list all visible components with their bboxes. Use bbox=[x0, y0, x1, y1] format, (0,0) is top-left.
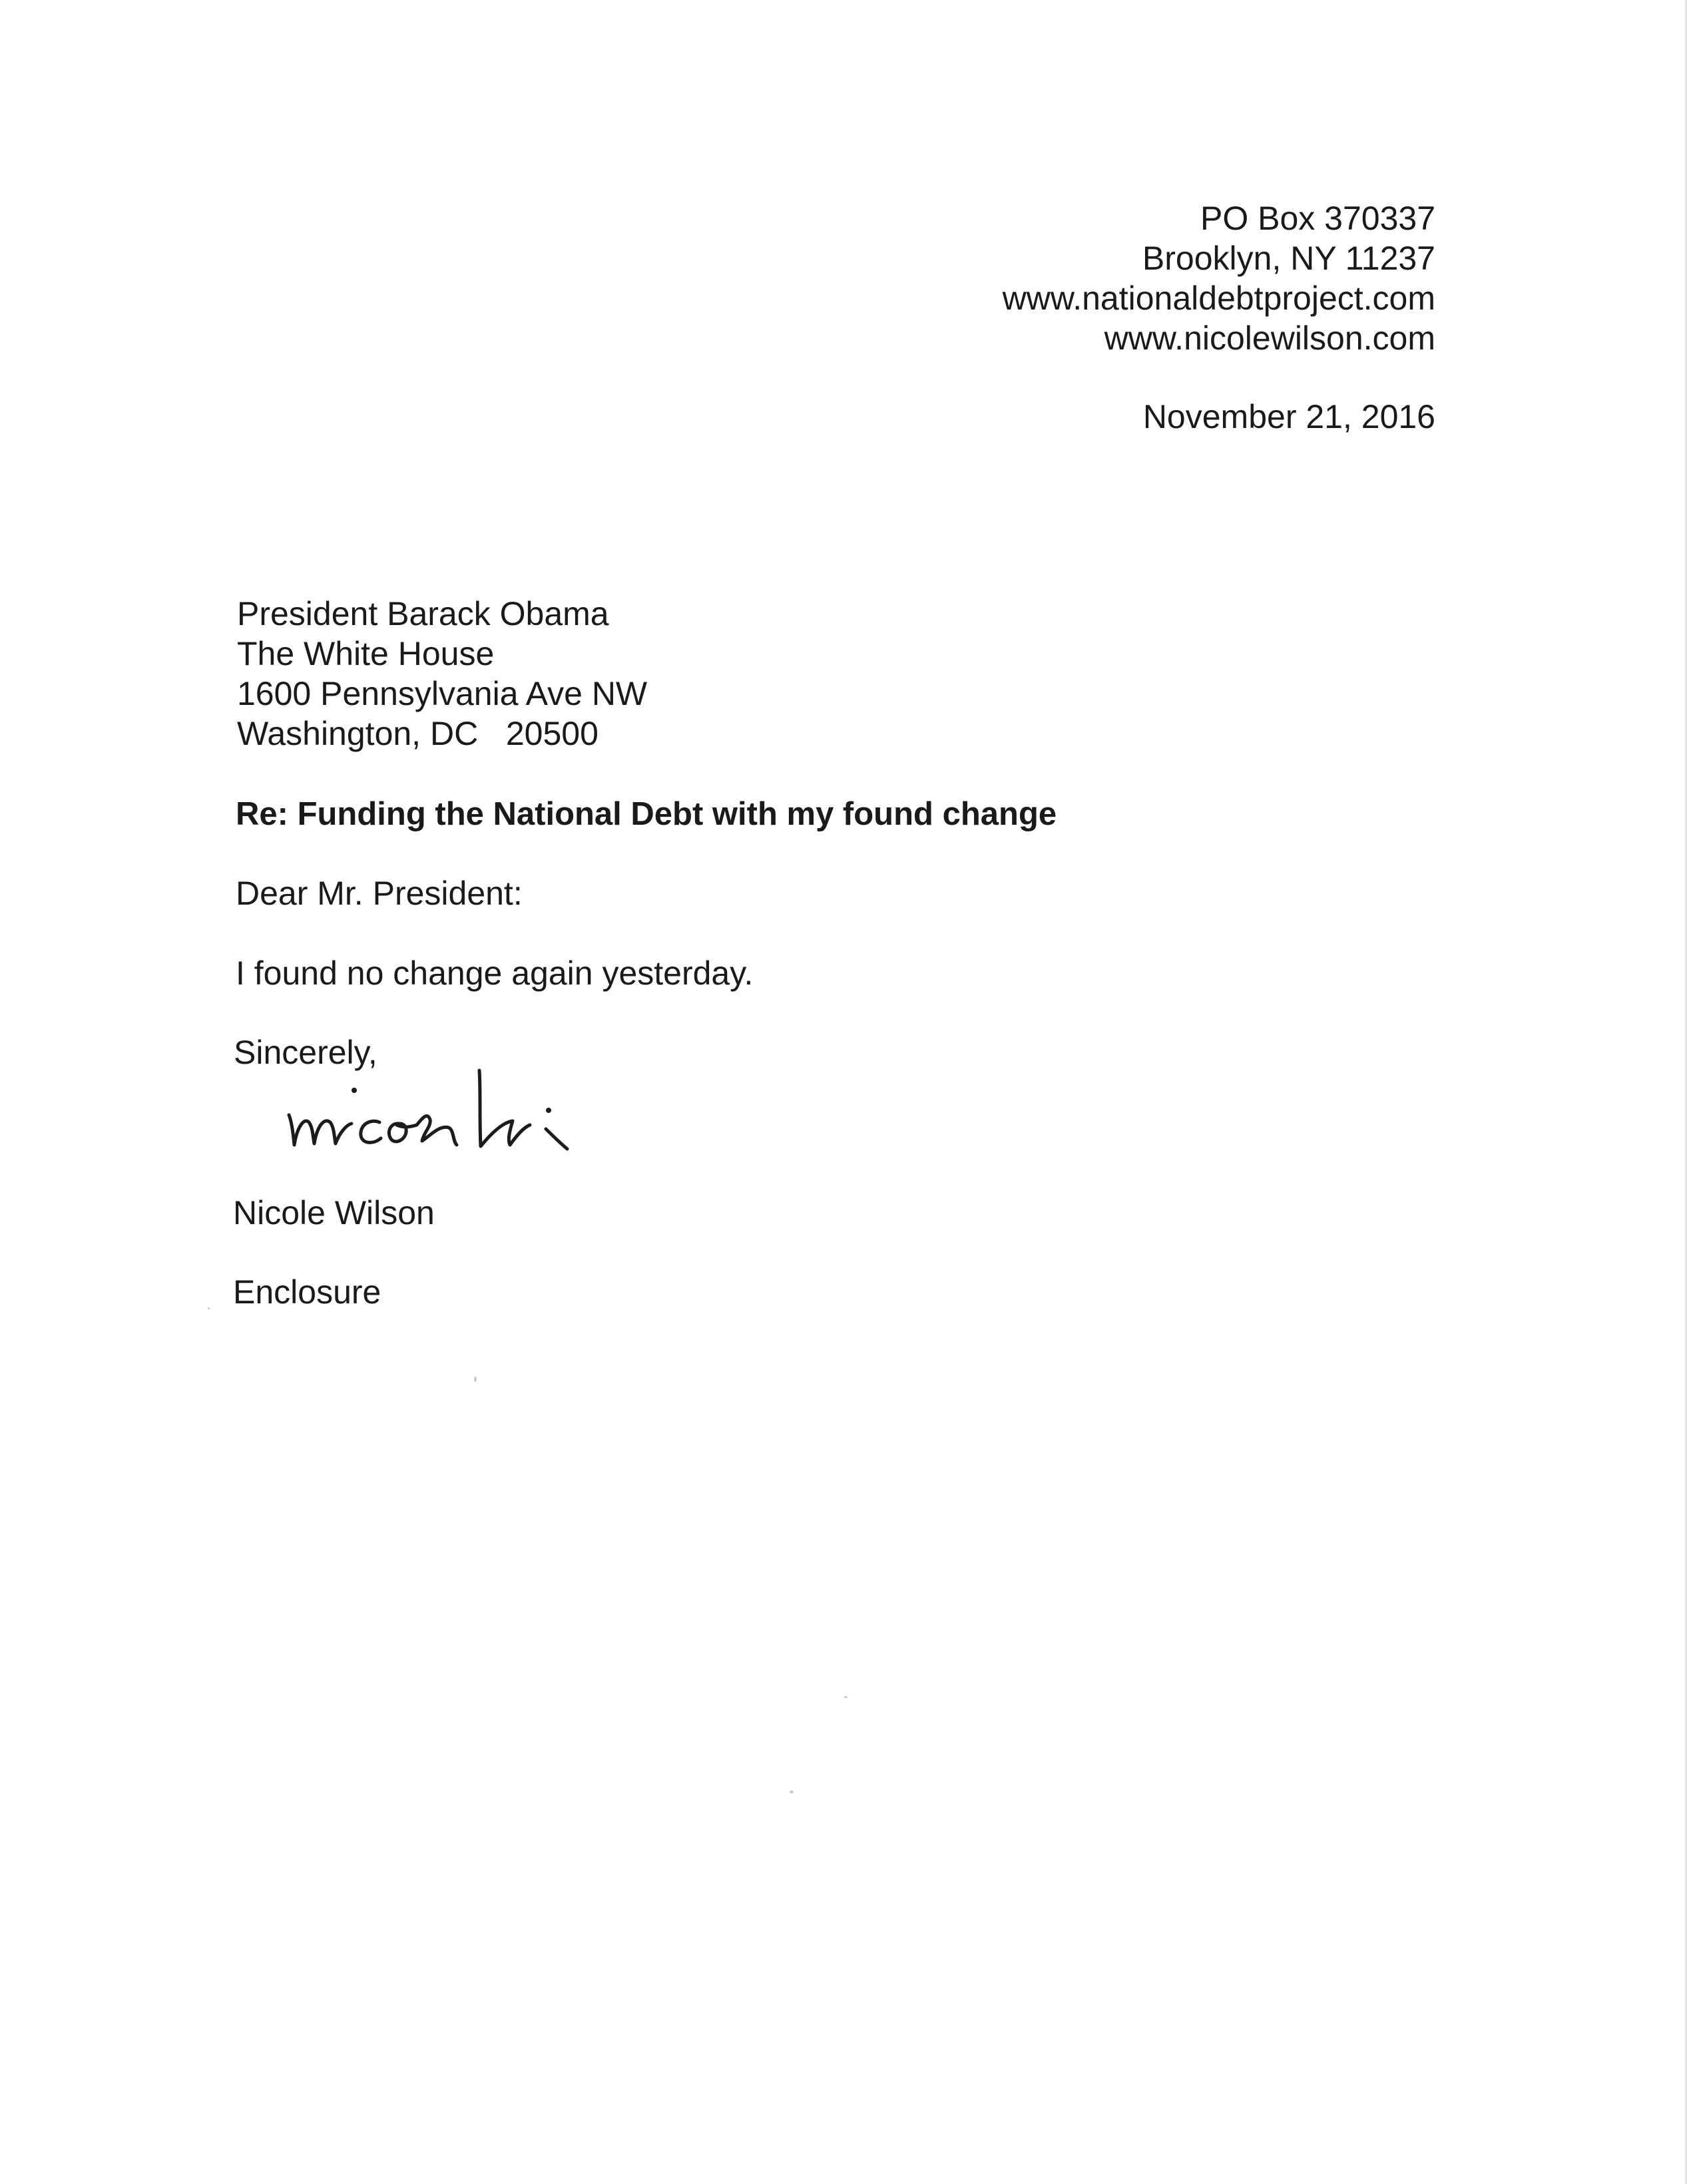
scan-speck bbox=[790, 1791, 794, 1793]
recipient-name: President Barack Obama bbox=[237, 595, 609, 632]
scan-speck bbox=[844, 1696, 847, 1698]
sender-city-state-zip: Brooklyn, NY 11237 bbox=[1142, 240, 1435, 277]
handwritten-signature bbox=[280, 1058, 593, 1165]
scan-speck bbox=[474, 1377, 477, 1382]
salutation: Dear Mr. President: bbox=[236, 875, 523, 912]
sender-website-personal: www.nicolewilson.com bbox=[1104, 320, 1435, 357]
scan-speck bbox=[208, 1307, 210, 1309]
sender-website-national-debt: www.nationaldebtproject.com bbox=[1002, 280, 1435, 317]
enclosure-notation: Enclosure bbox=[233, 1273, 381, 1311]
letter-body: I found no change again yesterday. bbox=[236, 955, 754, 992]
closing: Sincerely, bbox=[234, 1034, 377, 1071]
sender-address-block bbox=[1003, 198, 1435, 358]
signer-name: Nicole Wilson bbox=[233, 1194, 435, 1231]
letter-date: November 21, 2016 bbox=[1142, 398, 1435, 435]
recipient-line-1: The White House bbox=[237, 635, 495, 672]
subject-line: Re: Funding the National Debt with my found change bbox=[236, 796, 1057, 832]
recipient-line-2: 1600 Pennsylvania Ave NW bbox=[237, 675, 648, 712]
sender-po-box: PO Box 370337 bbox=[1200, 200, 1435, 237]
recipient-line-3: Washington, DC 20500 bbox=[237, 715, 599, 752]
recipient-address-block bbox=[237, 594, 647, 754]
